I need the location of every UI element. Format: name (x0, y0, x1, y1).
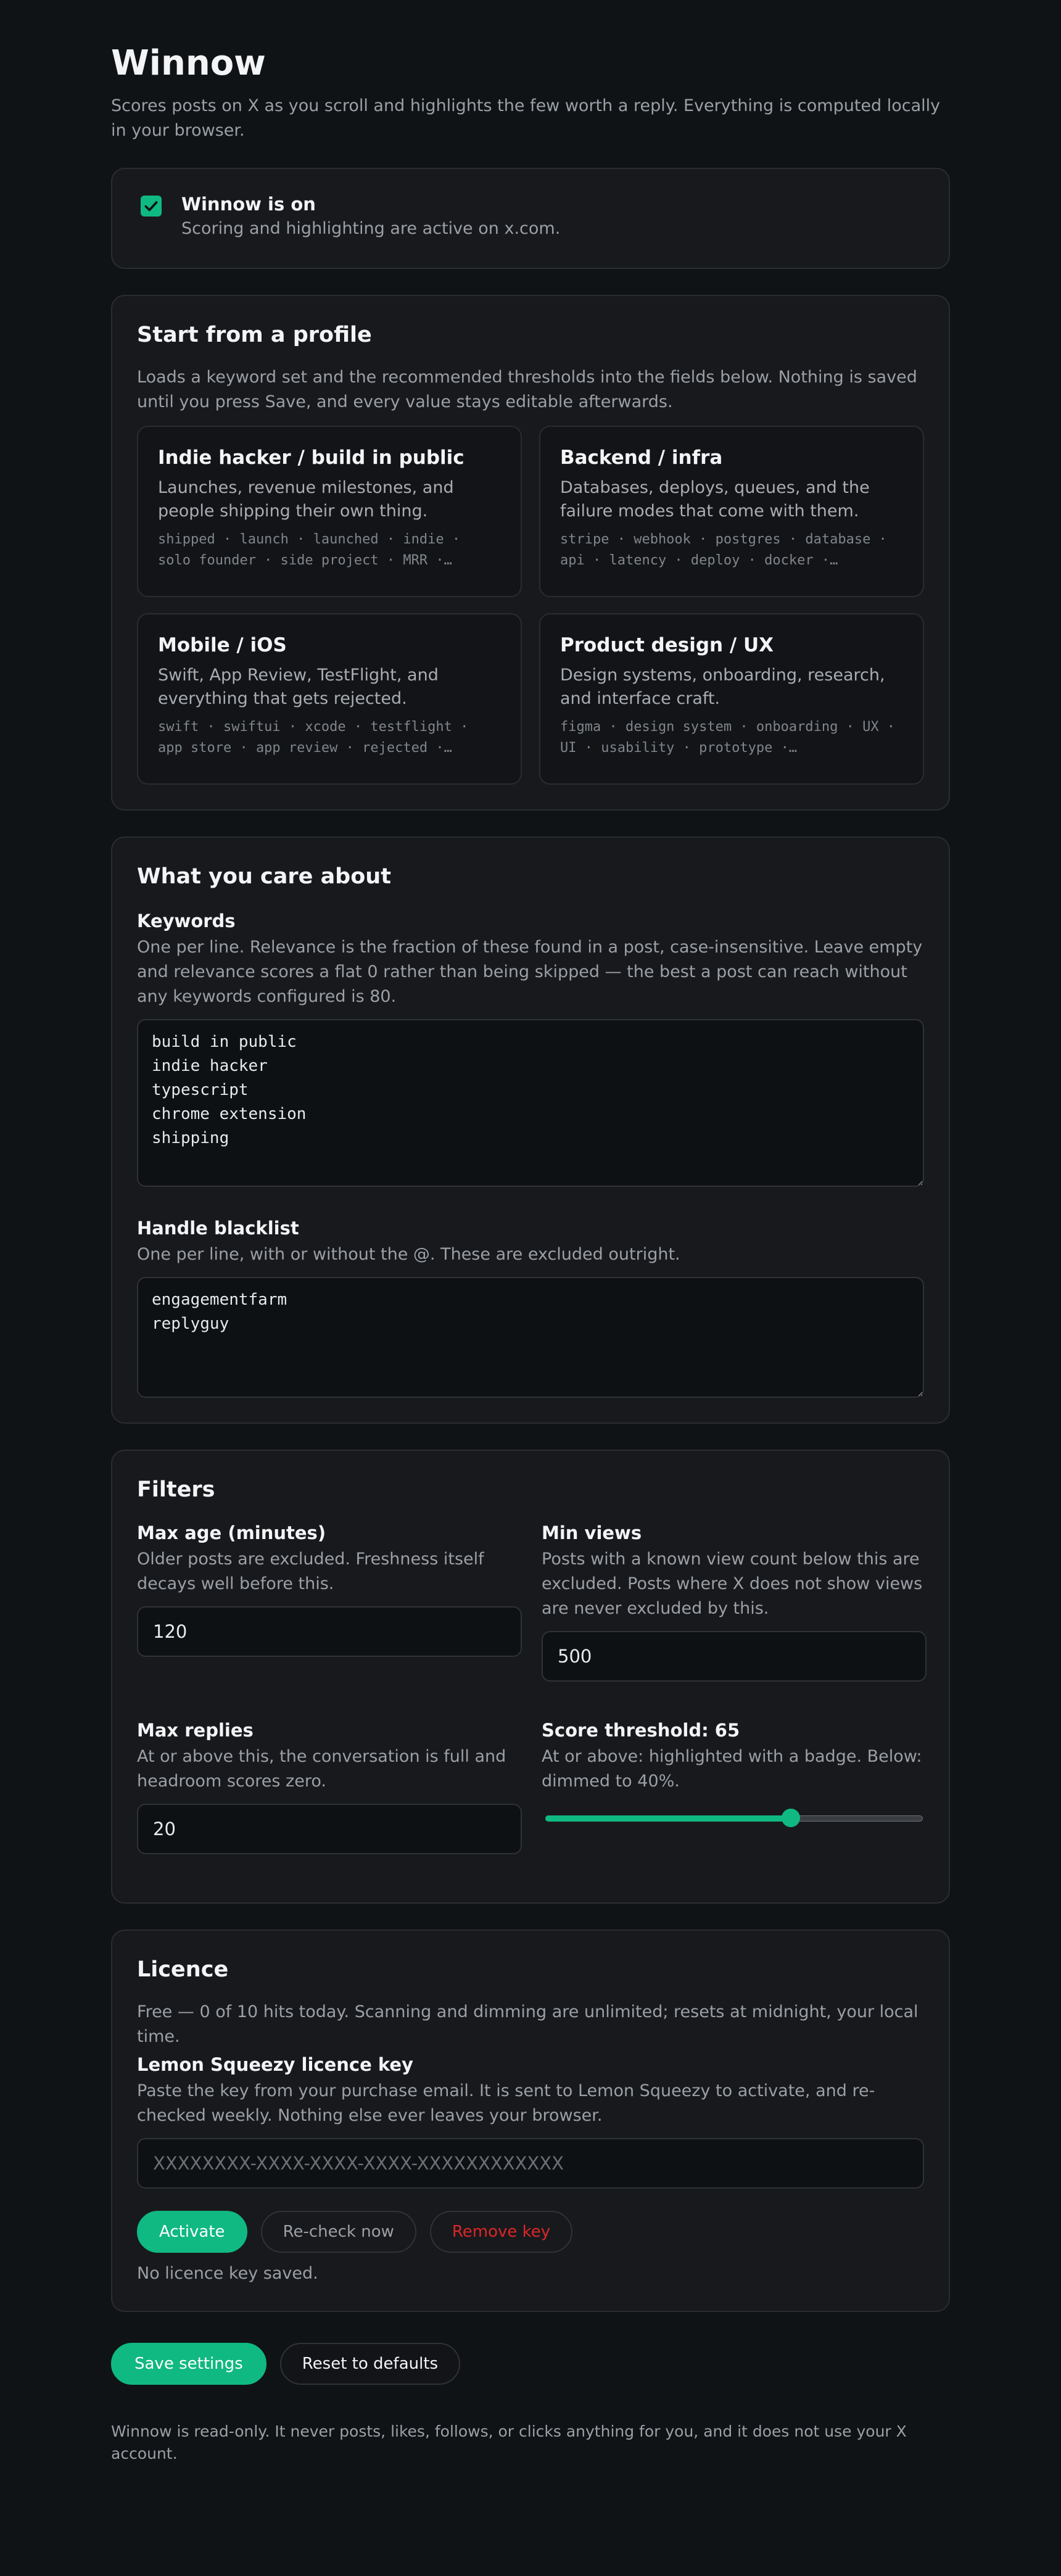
profile-keywords: stripe · webhook · postgres · database · api · latency · deploy · docker ·… (560, 532, 887, 568)
licence-key-label: Lemon Squeezy licence key (137, 2054, 413, 2075)
blacklist-help: One per line, with or without the @. These are excluded outright. (137, 1245, 680, 1264)
blacklist-label: Handle blacklist (137, 1218, 299, 1239)
max-replies-input[interactable] (137, 1804, 522, 1854)
save-settings-button[interactable]: Save settings (111, 2343, 266, 2385)
keywords-textarea[interactable] (137, 1019, 924, 1187)
profile-description: Swift, App Review, TestFlight, and everything that gets rejected. (158, 666, 439, 708)
recheck-button[interactable]: Re-check now (261, 2211, 416, 2253)
options-page (111, 41, 950, 2465)
profile-name: Indie hacker / build in public (158, 447, 464, 469)
licence-key-field (137, 2053, 924, 2189)
blacklist-field (137, 1216, 924, 1398)
min-views-help: Posts with a known view count below this are excluded. Posts where X does not show views are never excluded by this. (542, 1550, 923, 1618)
profile-name: Backend / infra (560, 447, 723, 469)
filters-section (111, 1450, 950, 1904)
enable-toggle-subtitle: Scoring and highlighting are active on x.com. (181, 219, 561, 238)
care-section (111, 836, 950, 1424)
reset-defaults-button[interactable]: Reset to defaults (280, 2343, 460, 2385)
profiles-description: Loads a keyword set and the recommended thresholds into the fields below. Nothing is saved until you press Save, and every value stays editable afterwards. (137, 368, 917, 411)
max-age-field (137, 1521, 522, 1682)
max-age-help: Older posts are excluded. Freshness itself decays well before this. (137, 1550, 484, 1593)
profile-description: Launches, revenue milestones, and people shipping their own thing. (158, 478, 454, 521)
profile-card-indie-hacker[interactable] (137, 426, 522, 597)
footer-note: Winnow is read-only. It never posts, likes, follows, or clicks anything for you, and it does not use your X account. (111, 2422, 907, 2462)
enable-toggle-title: Winnow is on (181, 194, 316, 215)
keywords-label: Keywords (137, 910, 236, 931)
score-threshold-label: Score threshold: 65 (542, 1720, 740, 1741)
activate-button[interactable]: Activate (137, 2211, 247, 2253)
slider-thumb[interactable] (782, 1809, 800, 1827)
profile-description: Databases, deploys, queues, and the failure modes that come with them. (560, 478, 870, 521)
score-threshold-slider[interactable] (542, 1809, 927, 1827)
keywords-help: One per line. Relevance is the fraction of these found in a post, case-insensitive. Leave empty and relevance scores a flat 0 rather than being skipped — the best a post can reach without any keywords configured is 80. (137, 938, 923, 1006)
enable-checkbox[interactable] (141, 196, 162, 217)
profile-keywords: swift · swiftui · xcode · testflight · app store · app review · rejected ·… (158, 719, 469, 756)
max-age-label: Max age (minutes) (137, 1522, 326, 1543)
min-views-field (542, 1521, 927, 1682)
licence-key-status: No licence key saved. (137, 2264, 318, 2283)
score-threshold-help: At or above: highlighted with a badge. Below: dimmed to 40%. (542, 1747, 922, 1791)
page-subtitle: Scores posts on X as you scroll and highlights the few worth a reply. Everything is computed locally in your browser. (111, 96, 941, 140)
profile-description: Design systems, onboarding, research, and interface craft. (560, 666, 885, 708)
enable-toggle-card[interactable] (111, 168, 950, 269)
profiles-title: Start from a profile (137, 323, 372, 347)
profiles-section (111, 295, 950, 811)
care-title: What you care about (137, 864, 391, 889)
max-replies-field (137, 1719, 522, 1854)
max-replies-help: At or above this, the conversation is full and headroom scores zero. (137, 1747, 506, 1791)
licence-section (111, 1930, 950, 2312)
score-threshold-field (542, 1719, 927, 1854)
max-age-input[interactable] (137, 1606, 522, 1657)
slider-fill (545, 1815, 791, 1822)
profile-grid (137, 426, 924, 785)
licence-status: Free — 0 of 10 hits today. Scanning and dimming are unlimited; resets at midnight, your local time. (137, 2002, 919, 2046)
licence-title: Licence (137, 1957, 229, 1982)
enable-toggle-text (181, 192, 560, 241)
profile-name: Mobile / iOS (158, 634, 287, 656)
page-title: Winnow (111, 43, 266, 83)
checkmark-icon (143, 198, 159, 214)
licence-key-input[interactable] (137, 2138, 924, 2189)
licence-actions (137, 2211, 924, 2253)
settings-actions (111, 2343, 950, 2385)
keywords-field (137, 909, 924, 1187)
profile-card-mobile[interactable] (137, 613, 522, 785)
filters-grid (137, 1521, 924, 1891)
min-views-label: Min views (542, 1522, 642, 1543)
min-views-input[interactable] (542, 1631, 927, 1682)
profile-card-design[interactable] (539, 613, 924, 785)
remove-key-button[interactable]: Remove key (430, 2211, 572, 2253)
filters-title: Filters (137, 1477, 215, 1502)
profile-card-backend[interactable] (539, 426, 924, 597)
profile-keywords: shipped · launch · launched · indie · solo founder · side project · MRR ·… (158, 532, 461, 568)
max-replies-label: Max replies (137, 1720, 254, 1741)
profile-name: Product design / UX (560, 634, 774, 656)
licence-key-help: Paste the key from your purchase email. It is sent to Lemon Squeezy to activate, and re-checked weekly. Nothing else ever leaves your browser. (137, 2081, 875, 2125)
profile-keywords: figma · design system · onboarding · UX · UI · usability · prototype ·… (560, 719, 896, 756)
blacklist-textarea[interactable] (137, 1277, 924, 1398)
